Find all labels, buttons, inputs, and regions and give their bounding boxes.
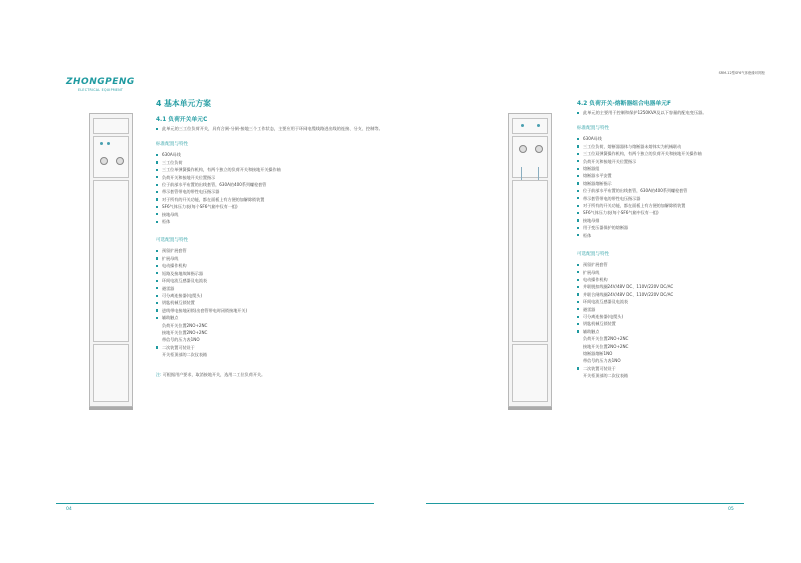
- optional-config-list: [156, 247, 386, 358]
- standard-config-title: 标准配置与特性: [156, 142, 189, 148]
- operating-knob: [100, 157, 108, 165]
- document-header-caption: SRM-12型SF6气体绝缘环网柜: [718, 71, 765, 75]
- list-item: 负荷开关和接地开关位置指示: [577, 158, 777, 165]
- list-item: 并联脱扣线圈24V/48V DC、110V/220V DC/AC: [577, 283, 777, 290]
- list-item: 辅助触点: [156, 314, 386, 321]
- list-item: 带信号的压力表1NO: [162, 337, 200, 343]
- cabinet-bottom-panel: [93, 344, 129, 402]
- list-item: 柜体: [577, 232, 777, 239]
- list-item: 630A母线: [577, 135, 777, 142]
- standard-config-title: 标准配置与特性: [577, 126, 610, 132]
- cabinet-main-door: [93, 180, 129, 342]
- indicator-dot: [521, 124, 524, 127]
- left-content: [156, 98, 386, 378]
- list-item: 接地母线: [156, 211, 386, 218]
- list-item: 三工位双弹簧操作机构，有两个独立的负荷开关和接地开关操作轴: [577, 150, 777, 157]
- cabinet-top-panel: [93, 118, 129, 134]
- optional-config-title: 可选配置与特性: [156, 238, 189, 244]
- unit-description: 此单元的三工位负荷开关，具有合闸-分闸-接地三个工作状态，主要应用于环网电缆线路进出线的连接、分支、控制等。: [156, 126, 386, 132]
- list-item: 扩展母线: [577, 269, 777, 276]
- list-item: 熔断器组: [577, 165, 777, 172]
- logo-subtitle: ELECTRICAL EQUIPMENT: [78, 88, 124, 92]
- list-item: 二次装置可装设于: [577, 365, 777, 372]
- list-item: 柜体: [156, 218, 386, 225]
- list-item: 负荷开关和接地开关位置指示: [156, 174, 386, 181]
- standard-config-list: [577, 135, 777, 239]
- page-number: 04: [66, 507, 72, 512]
- list-item: 接地母排: [577, 217, 777, 224]
- list-item: 带示套管带电的带性电压指示器: [156, 188, 386, 195]
- list-item: 接地开关位置2NO+2NC: [583, 343, 629, 349]
- unit-description: 此单元的主要用于控制和保护1250KVA及以下容量的配电变压器。: [577, 110, 777, 116]
- cabinet-base: [89, 407, 133, 410]
- cabinet-top-panel: [512, 118, 548, 134]
- list-item: 三工位单弹簧操作机构，有两个独立的负荷开关和接地开关操作轴: [156, 166, 386, 173]
- cabinet-control-panel: [93, 136, 129, 178]
- list-item: 630A母线: [156, 151, 386, 158]
- subsection-title: 4.2 负荷开关-熔断器组合电器单元F: [577, 101, 672, 107]
- section-title: 4 基本单元方案: [156, 99, 211, 108]
- operating-knob: [519, 145, 527, 153]
- list-item: 电动操作机构: [577, 276, 777, 283]
- list-item: SF6气体压力表(每个SF6气箱中仅有一组): [156, 203, 386, 210]
- list-item: 熔断器熔断指示: [577, 180, 777, 187]
- right-content: [577, 98, 777, 392]
- list-item: 钥匙机械互锁装置: [577, 320, 777, 327]
- list-item: 电动操作机构: [156, 262, 386, 269]
- logo-text: ZHONGPENG: [66, 77, 135, 87]
- optional-config-title: 可选配置与特性: [577, 252, 610, 258]
- list-item: 短路及接地故障指示器: [156, 270, 386, 277]
- list-item: 并联合闸线圈24V/48V DC、110V/220V DC/AC: [577, 291, 777, 298]
- optional-config-list: [577, 261, 777, 380]
- list-item: 对于所有的开关功能，都在面板上有方便的加解除锁装置: [156, 196, 386, 203]
- operating-knob: [116, 157, 124, 165]
- switchgear-cabinet-image: [89, 113, 133, 407]
- list-item: 负荷开关位置2NO+2NC: [583, 336, 629, 342]
- list-item: 预留扩展套管: [577, 261, 777, 268]
- list-item: 预留扩展套管: [156, 247, 386, 254]
- subsection-title: 4.1 负荷开关单元C: [156, 117, 208, 123]
- cabinet-bottom-panel: [512, 344, 548, 402]
- list-item: 可分离连接器(电缆头): [577, 313, 777, 320]
- list-item: 扩展母线: [156, 255, 386, 262]
- footer-line: [426, 503, 744, 504]
- list-item: 进线带电接地闭锁(出套管带电时闭锁接地开关): [156, 307, 386, 314]
- list-item: SF6气体压力表(每个SF6气箱中仅有一组): [577, 209, 777, 216]
- indicator-dot: [107, 142, 110, 145]
- note: [156, 371, 386, 378]
- page-number: 05: [728, 507, 734, 512]
- list-item: 环间电流互感器及电流表: [156, 277, 386, 284]
- footer-line: [56, 503, 374, 504]
- list-item: 避雷器: [156, 285, 386, 292]
- note-text: 可根据用户要求，取消接地开关，选用二工位负荷开关。: [162, 371, 266, 377]
- list-item: 钥匙机械互锁装置: [156, 299, 386, 306]
- list-item: 熔断器水平安置: [577, 172, 777, 179]
- list-item: 位于前部水平布置的出线套管，630A的400系列螺栓套管: [156, 181, 386, 188]
- list-item: 可分离连接器(电缆头): [156, 292, 386, 299]
- standard-config-list: [156, 151, 386, 225]
- list-item: 二次装置可装设于: [156, 344, 386, 351]
- list-item: 位于前部水平布置的出线套管，630A的400系列螺栓套管: [577, 187, 777, 194]
- indicator-dot: [537, 124, 540, 127]
- list-item: 避雷器: [577, 306, 777, 313]
- operating-knob: [535, 145, 543, 153]
- list-item: 环间电流互感器及电流表: [577, 298, 777, 305]
- list-item: 带示套管带电的带性电压指示器: [577, 195, 777, 202]
- list-item: 三工位负荷: [156, 159, 386, 166]
- list-item: 对于所有的开关功能，都在面板上有方便的加解除锁装置: [577, 202, 777, 209]
- list-item: 接地开关位置2NO+2NC: [162, 329, 208, 335]
- left-page: [0, 0, 400, 563]
- list-item: 开关柜顶部的二次仪表箱: [583, 373, 629, 379]
- cabinet-base: [508, 407, 552, 410]
- list-item: 三工位负荷，熔断器器体与熔断器未熔体实为机械联动: [577, 143, 777, 150]
- list-item: 辅助触点: [577, 328, 777, 335]
- list-item: 用于变压器保护的熔断器: [577, 224, 777, 231]
- cabinet-main-door: [512, 180, 548, 342]
- list-item: 带信号的压力表1NO: [583, 358, 621, 364]
- indicator-dot: [100, 142, 103, 145]
- note-mark: 注:: [156, 371, 162, 377]
- list-item: 开关柜顶部的二次仪表箱: [162, 352, 208, 358]
- cabinet-control-panel: [512, 136, 548, 178]
- switchgear-cabinet-image: [508, 113, 552, 407]
- list-item: 负荷开关位置2NO+2NC: [162, 322, 208, 328]
- company-logo: [66, 77, 135, 92]
- list-item: 熔断器熔断1NO: [583, 350, 613, 356]
